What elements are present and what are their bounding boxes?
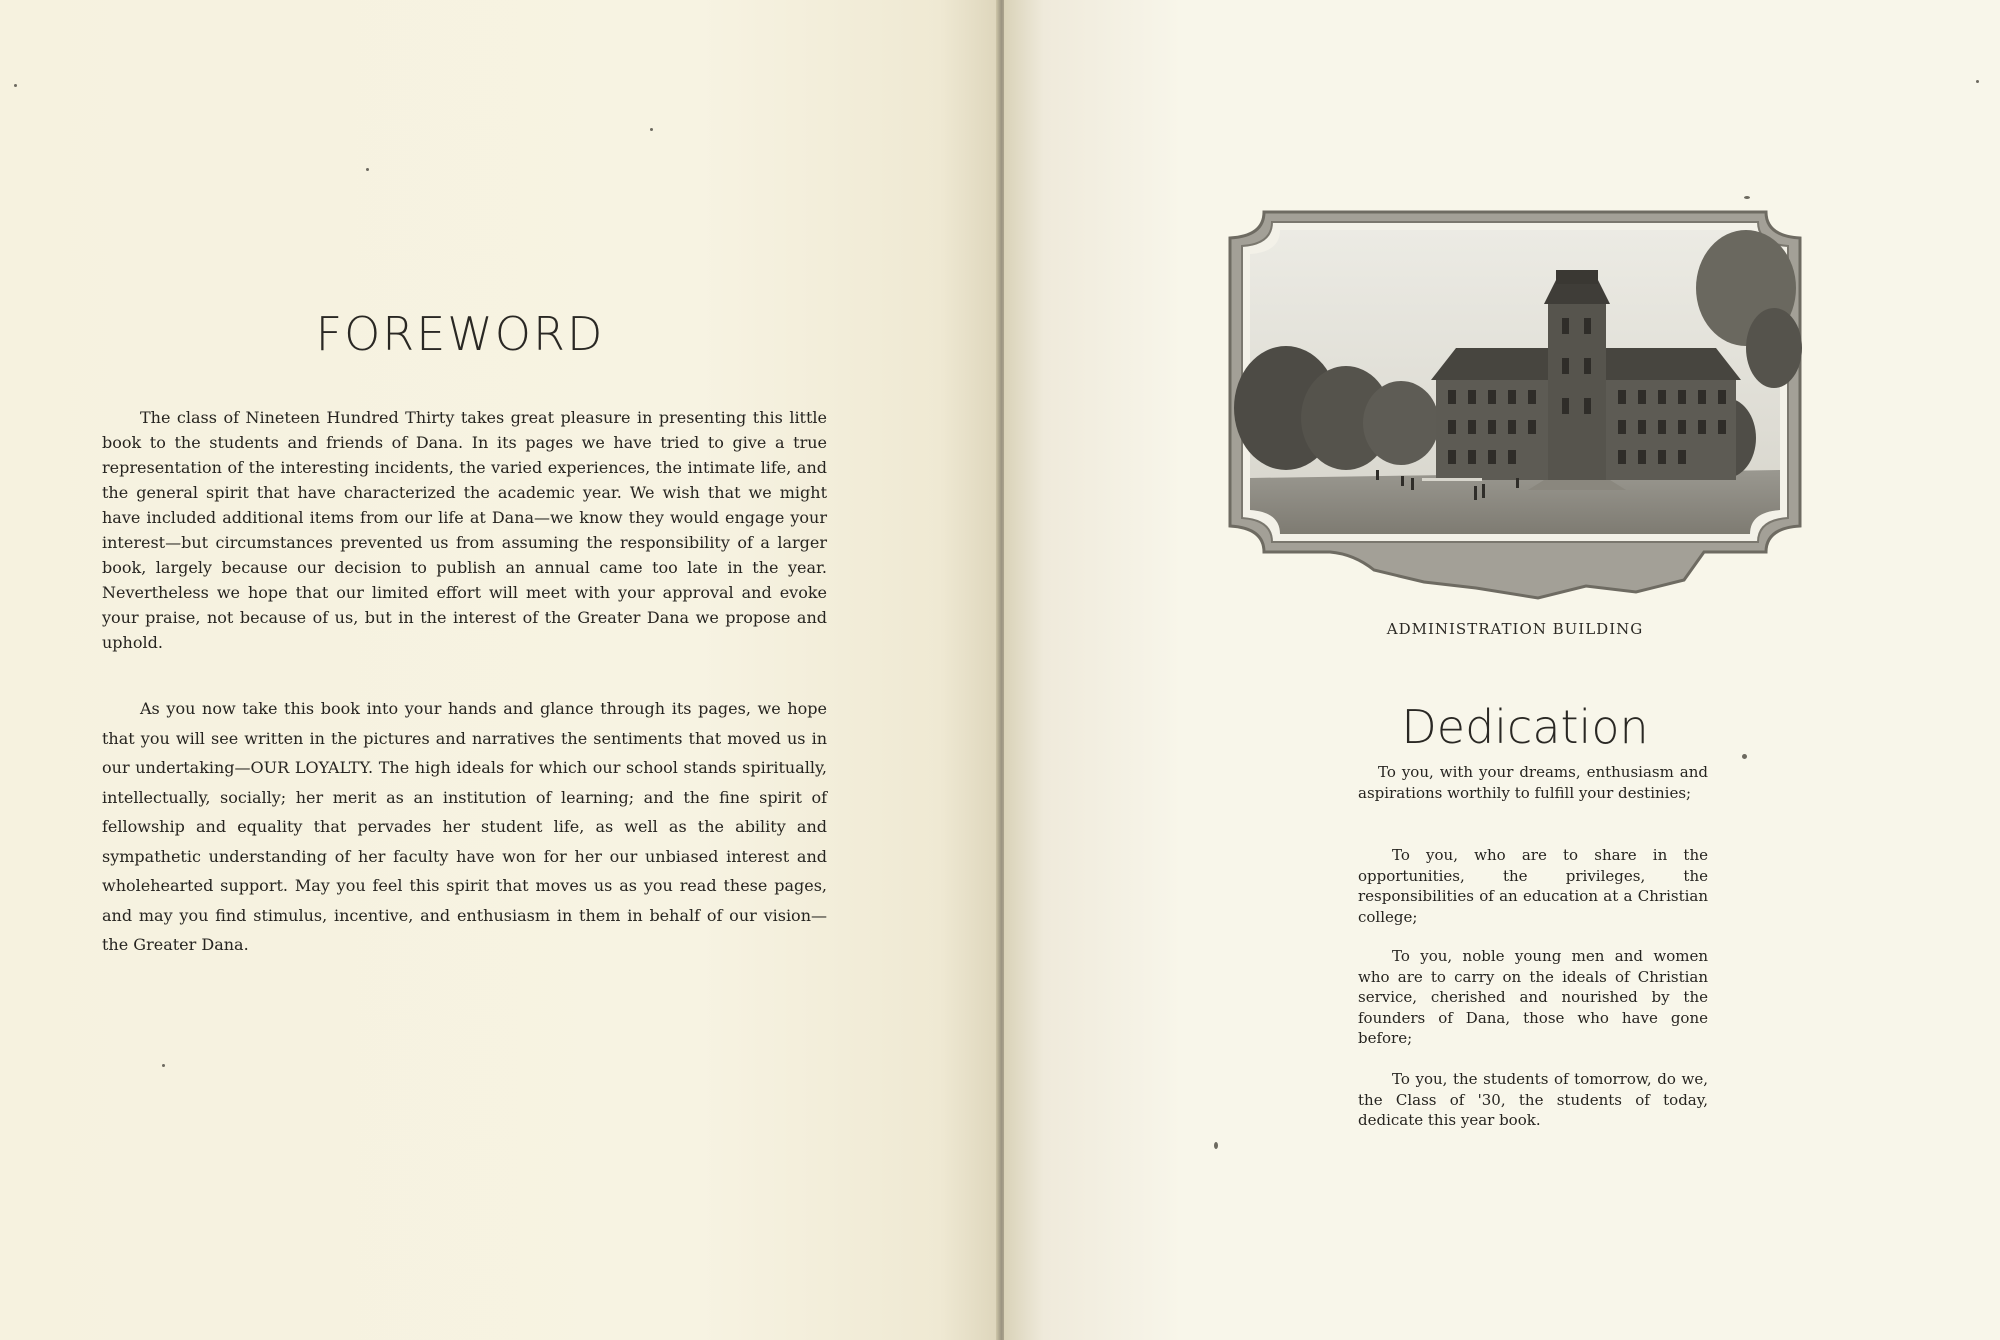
right-page (1004, 0, 2000, 1340)
paper-speck (14, 84, 17, 87)
dedication-title: Dedication (1401, 700, 1649, 754)
paper-speck (1976, 80, 1979, 83)
foreword-paragraph-2: As you now take this book into your hands and glance through its pages, we hope that you will see written in the pictures and narratives the sentiments that moved us in our undertaking—OUR LOYALTY. The high ideals for which our school stands spiritually, intellectually, socially; her merit as an institution of learning; and the fine spirit of fellowship and equality that pervades her student life, as well as the ability and sympathetic understanding of her faculty have won for her our unbiased interest and wholehearted support. May you feel this spirit that moves us as you read these pages, and may you find stimulus, incentive, and enthusiasm in them in behalf of our vision—the Greater Dana. (102, 699, 827, 954)
dedication-paragraph-1: To you, with your dreams, enthusiasm and aspirations worthily to fulfill your destinies; (1358, 763, 1708, 802)
paper-speck (162, 1064, 165, 1067)
administration-building-photo (1226, 208, 1804, 608)
foreword-paragraph-1: The class of Nineteen Hundred Thirty takes great pleasure in presenting this little book to the students and friends of Dana. In its pages we have tried to give a true representation of the interesting incidents, the varied experiences, the intimate life, and the general spirit that have characterized the academic year. We wish that we might have included additional items from our life at Dana—we know they would engage your interest—but circumstances prevented us from assuming the responsibility of a larger book, largely because our decision to publish an annual came too late in the year. Nevertheless we hope that our limited effort will meet with your approval and evoke your praise, not because of us, but in the interest of the Greater Dana we propose and uphold. (102, 408, 827, 652)
dedication-paragraph-3: To you, noble young men and women who are to carry on the ideals of Christian service, cherished and nourished by the founders of Dana, those who have gone before; (1358, 947, 1708, 1047)
photo-caption: ADMINISTRATION BUILDING (1386, 620, 1644, 638)
paper-speck (650, 128, 653, 131)
paper-speck (366, 168, 369, 171)
paper-speck (1214, 1142, 1218, 1149)
dedication-paragraph-2: To you, who are to share in the opportunities, the privileges, the responsibilities of an education at a Christian college; (1358, 846, 1708, 926)
paper-speck (1742, 754, 1747, 759)
photo-frame-illustration (1226, 208, 1804, 608)
foreword-title: FOREWORD (315, 307, 605, 361)
dedication-paragraph-4: To you, the students of tomorrow, do we, the Class of '30, the students of today, dedicate this year book. (1358, 1070, 1708, 1129)
paper-speck (1744, 196, 1750, 199)
